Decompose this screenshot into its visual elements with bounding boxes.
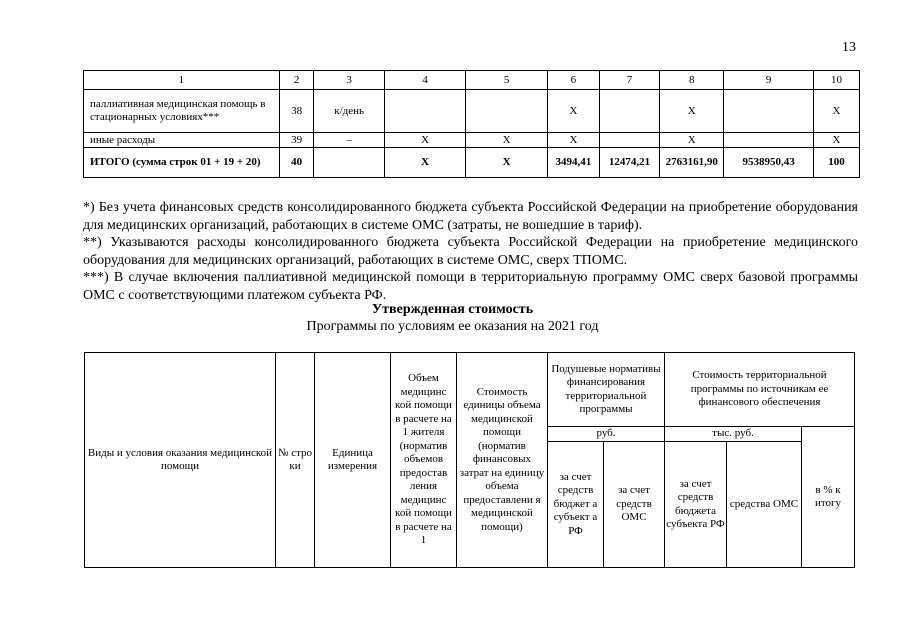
table-cell [724, 133, 814, 148]
header-cell: 4 [384, 71, 466, 90]
table-cell: X [547, 90, 599, 133]
table-cell: 40 [279, 148, 314, 178]
table-row [84, 90, 860, 133]
table-cell: X [814, 133, 860, 148]
table-cell [599, 90, 659, 133]
table-cell: 38 [279, 90, 314, 133]
header-cell: Стоимость единицы объема медицинской помощи (норматив финансовых затрат на единицу объема предоставлени я медицинской помощи) [457, 353, 548, 568]
table-cell: к/день [314, 90, 384, 133]
header-cell: Подушевые нормативы финансирования территориальной программы [548, 353, 665, 427]
row-label: иные расходы [84, 133, 280, 148]
page-number: 13 [842, 40, 856, 55]
header-cell: средства ОМС [727, 442, 802, 568]
header-cell: 1 [84, 71, 280, 90]
header-cell: 3 [314, 71, 384, 90]
table-cell [724, 90, 814, 133]
header-cell: Объем медицинс кой помощи в расчете на 1 жителя (норматив объемов предостав ления медицинс кой помощи в расчете на 1 [391, 353, 457, 568]
footnote: *) Без учета финансовых средств консолидированного бюджета субъекта Российской Федерации на приобретение оборудования для медицинских организаций, работающих в системе ОМС (затраты, не вошедшие в тариф). [83, 200, 858, 233]
footnote: ***) В случае включения паллиативной медицинской помощи в территориальную программу ОМС сверх базовой программы ОМС с соответствующими платежом субъекта РФ. [83, 270, 858, 303]
header-cell: тыс. руб. [665, 427, 802, 442]
footnotes [83, 199, 858, 304]
header-cell: 6 [547, 71, 599, 90]
row-label: ИТОГО (сумма строк 01 + 19 + 20) [84, 148, 280, 178]
table-header-row [84, 71, 860, 90]
table-cell [466, 90, 548, 133]
table-cell: 3494,41 [547, 148, 599, 178]
header-row [85, 353, 855, 427]
table-cell: X [660, 90, 724, 133]
table-continuation [83, 70, 860, 178]
header-cell: 7 [599, 71, 659, 90]
table-cell: 2763161,90 [660, 148, 724, 178]
header-cell: 2 [279, 71, 314, 90]
table-cell: 9538950,43 [724, 148, 814, 178]
table-cell: 100 [814, 148, 860, 178]
header-cell: Стоимость территориальной программы по источникам ее финансового обеспечения [665, 353, 855, 427]
table-cell [314, 148, 384, 178]
header-cell: Виды и условия оказания медицинской помощи [85, 353, 276, 568]
table-cell: 12474,21 [599, 148, 659, 178]
header-cell: 10 [814, 71, 860, 90]
table-cell [599, 133, 659, 148]
header-cell: в % к итогу [802, 427, 855, 568]
header-cell: за счет средств бюджета субъекта РФ [665, 442, 727, 568]
table-cell: X [660, 133, 724, 148]
cost-table-header [84, 352, 855, 568]
table-cell: X [466, 148, 548, 178]
section-title: Утвержденная стоимость [371, 302, 534, 317]
footnote: **) Указываются расходы консолидированного бюджета субъекта Российской Федерации на приобретение медицинского оборудования для медицинских организаций, работающих в системе ОМС, сверх ТПОМС. [83, 235, 858, 268]
header-cell: № стро ки [276, 353, 315, 568]
table-cell: X [814, 90, 860, 133]
header-cell: 5 [466, 71, 548, 90]
header-cell: за счет средств ОМС [604, 442, 665, 568]
header-cell: руб. [548, 427, 665, 442]
table-cell: – [314, 133, 384, 148]
table-cell: X [466, 133, 548, 148]
header-cell: 8 [660, 71, 724, 90]
row-label: паллиативная медицинская помощь в стационарных условиях*** [84, 90, 280, 133]
table-row [84, 133, 860, 148]
table-cell: X [384, 148, 466, 178]
header-cell: Единица измерения [315, 353, 391, 568]
table-total-row [84, 148, 860, 178]
table-cell: X [384, 133, 466, 148]
header-cell: за счет средств бюджет а субъект а РФ [548, 442, 604, 568]
section-subtitle: Программы по условиям ее оказания на 2021 год [306, 319, 599, 334]
table-cell: 39 [279, 133, 314, 148]
table-cell [384, 90, 466, 133]
header-cell: 9 [724, 71, 814, 90]
table-cell: X [547, 133, 599, 148]
